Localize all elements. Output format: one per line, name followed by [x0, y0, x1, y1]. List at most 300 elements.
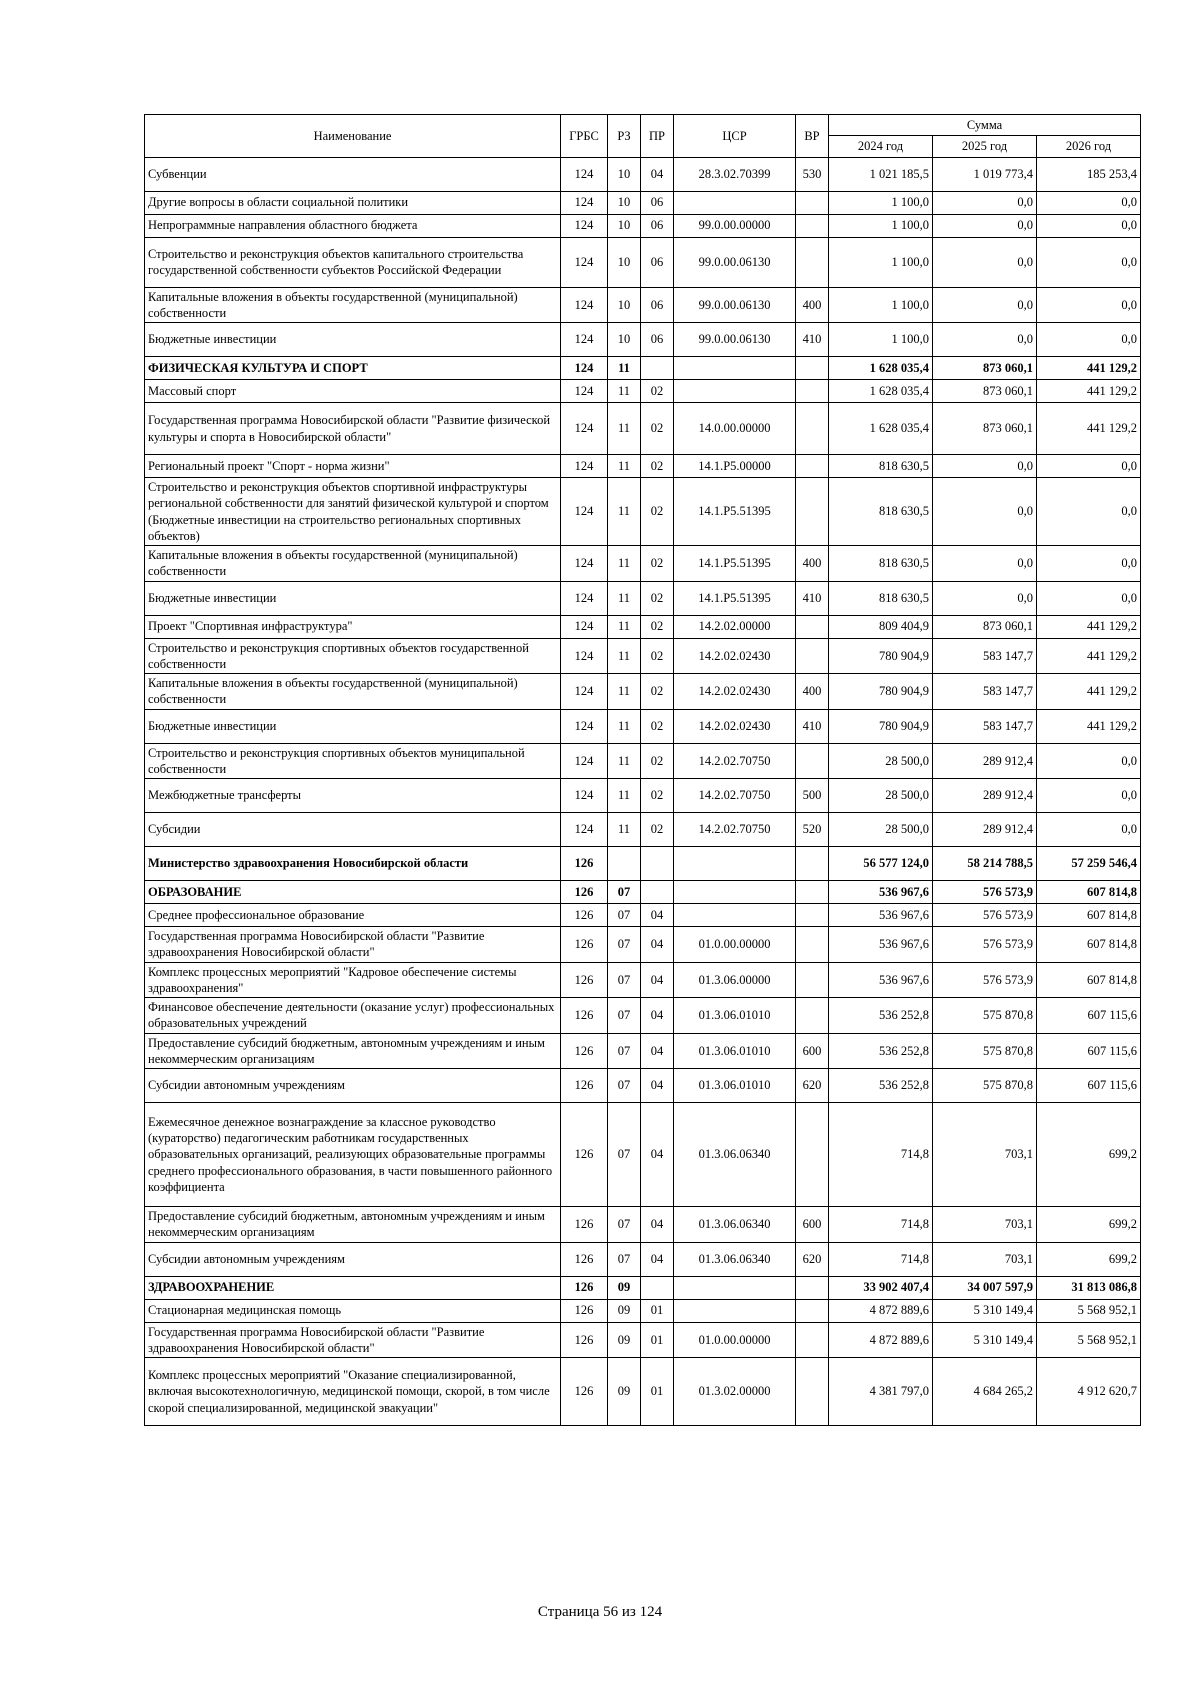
cell-csr: 01.3.06.06340	[674, 1103, 796, 1207]
cell-2025: 4 684 265,2	[933, 1358, 1037, 1426]
cell-2025: 703,1	[933, 1207, 1037, 1243]
cell-2024: 1 100,0	[829, 237, 933, 287]
cell-pr: 04	[641, 1033, 674, 1069]
cell-name: Массовый спорт	[145, 380, 561, 403]
cell-2024: 780 904,9	[829, 709, 933, 743]
cell-grbs: 124	[561, 615, 608, 638]
cell-vr	[796, 1299, 829, 1322]
cell-pr: 04	[641, 904, 674, 927]
cell-grbs: 124	[561, 709, 608, 743]
header-year-2024: 2024 год	[829, 136, 933, 157]
cell-csr: 14.1.P5.51395	[674, 581, 796, 615]
cell-2024: 1 100,0	[829, 323, 933, 357]
cell-vr	[796, 1103, 829, 1207]
cell-2024: 28 500,0	[829, 743, 933, 779]
table-row	[145, 455, 1141, 478]
cell-2026: 5 568 952,1	[1037, 1299, 1141, 1322]
cell-2026: 441 129,2	[1037, 674, 1141, 710]
cell-2025: 5 310 149,4	[933, 1322, 1037, 1358]
cell-rz: 07	[608, 1103, 641, 1207]
table-row	[145, 998, 1141, 1034]
cell-grbs: 124	[561, 157, 608, 191]
cell-grbs: 126	[561, 998, 608, 1034]
cell-grbs: 124	[561, 214, 608, 237]
cell-rz: 11	[608, 674, 641, 710]
cell-2025: 703,1	[933, 1103, 1037, 1207]
cell-csr: 14.2.02.02430	[674, 709, 796, 743]
cell-name: Стационарная медицинская помощь	[145, 1299, 561, 1322]
cell-name: Комплекс процессных мероприятий "Кадровое обеспечение системы здравоохранения"	[145, 962, 561, 998]
cell-pr: 04	[641, 1069, 674, 1103]
cell-rz	[608, 847, 641, 881]
cell-2026: 0,0	[1037, 455, 1141, 478]
cell-csr	[674, 191, 796, 214]
table-row	[145, 191, 1141, 214]
cell-name: Ежемесячное денежное вознаграждение за классное руководство (кураторство) педагогическим работникам государственных образовательных организаций, реализующих образовательные программы среднего профессионального образования, в части повышенного районного коэффициента	[145, 1103, 561, 1207]
cell-2025: 289 912,4	[933, 813, 1037, 847]
cell-name: Предоставление субсидий бюджетным, автономным учреждениям и иным некоммерческим организациям	[145, 1207, 561, 1243]
cell-rz: 11	[608, 455, 641, 478]
table-row	[145, 962, 1141, 998]
cell-2025: 0,0	[933, 455, 1037, 478]
cell-rz: 07	[608, 927, 641, 963]
cell-pr: 01	[641, 1299, 674, 1322]
cell-vr	[796, 1322, 829, 1358]
cell-csr: 01.3.06.06340	[674, 1207, 796, 1243]
cell-vr: 410	[796, 323, 829, 357]
cell-vr: 410	[796, 709, 829, 743]
cell-vr	[796, 847, 829, 881]
cell-2025: 873 060,1	[933, 615, 1037, 638]
cell-2025: 576 573,9	[933, 962, 1037, 998]
cell-2025: 5 310 149,4	[933, 1299, 1037, 1322]
cell-2025: 0,0	[933, 191, 1037, 214]
cell-2026: 441 129,2	[1037, 403, 1141, 455]
cell-2024: 714,8	[829, 1242, 933, 1276]
cell-2025: 583 147,7	[933, 709, 1037, 743]
page-number: Страница 56 из 124	[537, 1604, 663, 1620]
cell-pr: 02	[641, 546, 674, 582]
cell-2026: 441 129,2	[1037, 380, 1141, 403]
cell-2024: 536 967,6	[829, 904, 933, 927]
cell-vr	[796, 478, 829, 546]
cell-pr	[641, 1276, 674, 1299]
cell-grbs: 124	[561, 287, 608, 323]
table-row	[145, 638, 1141, 674]
cell-csr: 99.0.00.06130	[674, 237, 796, 287]
cell-name: Комплекс процессных мероприятий "Оказание специализированной, включая высокотехнологичную, медицинской помощи, скорой, в том числе скорой специализированной, медицинской эвакуации"	[145, 1358, 561, 1426]
cell-pr: 02	[641, 403, 674, 455]
table-row	[145, 1242, 1141, 1276]
cell-name: Межбюджетные трансферты	[145, 779, 561, 813]
cell-2024: 818 630,5	[829, 455, 933, 478]
cell-2024: 4 872 889,6	[829, 1322, 933, 1358]
cell-2024: 536 252,8	[829, 998, 933, 1034]
cell-csr: 01.3.06.00000	[674, 962, 796, 998]
table-row	[145, 237, 1141, 287]
cell-2024: 1 628 035,4	[829, 380, 933, 403]
cell-pr: 01	[641, 1322, 674, 1358]
cell-grbs: 126	[561, 881, 608, 904]
cell-rz: 11	[608, 380, 641, 403]
cell-grbs: 124	[561, 779, 608, 813]
table-row	[145, 904, 1141, 927]
cell-2026: 0,0	[1037, 287, 1141, 323]
cell-grbs: 124	[561, 403, 608, 455]
cell-rz: 11	[608, 709, 641, 743]
cell-grbs: 126	[561, 904, 608, 927]
cell-csr	[674, 847, 796, 881]
cell-grbs: 124	[561, 478, 608, 546]
cell-pr	[641, 357, 674, 380]
cell-rz: 11	[608, 638, 641, 674]
cell-vr: 400	[796, 546, 829, 582]
cell-csr: 01.0.00.00000	[674, 927, 796, 963]
cell-vr: 500	[796, 779, 829, 813]
cell-name: Субсидии автономным учреждениям	[145, 1069, 561, 1103]
cell-vr	[796, 615, 829, 638]
cell-rz: 07	[608, 1033, 641, 1069]
cell-2025: 873 060,1	[933, 357, 1037, 380]
cell-2026: 0,0	[1037, 546, 1141, 582]
header-year-2025: 2025 год	[933, 136, 1037, 157]
cell-name: Субсидии автономным учреждениям	[145, 1242, 561, 1276]
cell-vr	[796, 357, 829, 380]
cell-name: Предоставление субсидий бюджетным, автономным учреждениям и иным некоммерческим организациям	[145, 1033, 561, 1069]
cell-vr	[796, 455, 829, 478]
cell-2026: 699,2	[1037, 1103, 1141, 1207]
budget-table-container	[144, 114, 1140, 1426]
cell-rz: 07	[608, 962, 641, 998]
cell-rz: 11	[608, 615, 641, 638]
cell-grbs: 126	[561, 1033, 608, 1069]
cell-2024: 818 630,5	[829, 546, 933, 582]
cell-csr: 14.1.P5.51395	[674, 546, 796, 582]
cell-2026: 441 129,2	[1037, 357, 1141, 380]
cell-vr	[796, 638, 829, 674]
cell-2024: 56 577 124,0	[829, 847, 933, 881]
cell-csr: 01.3.02.00000	[674, 1358, 796, 1426]
cell-vr: 620	[796, 1242, 829, 1276]
cell-vr: 400	[796, 287, 829, 323]
table-row	[145, 546, 1141, 582]
cell-2026: 0,0	[1037, 323, 1141, 357]
cell-name: Министерство здравоохранения Новосибирской области	[145, 847, 561, 881]
cell-vr	[796, 237, 829, 287]
table-row	[145, 847, 1141, 881]
cell-vr	[796, 1276, 829, 1299]
cell-vr	[796, 403, 829, 455]
cell-csr	[674, 1299, 796, 1322]
cell-2025: 0,0	[933, 323, 1037, 357]
cell-name: Финансовое обеспечение деятельности (оказание услуг) профессиональных образовательных учреждений	[145, 998, 561, 1034]
cell-vr	[796, 998, 829, 1034]
cell-rz: 10	[608, 157, 641, 191]
header-vr: ВР	[796, 115, 829, 158]
cell-2024: 714,8	[829, 1207, 933, 1243]
table-row	[145, 674, 1141, 710]
table-row	[145, 380, 1141, 403]
cell-csr: 01.3.06.01010	[674, 1069, 796, 1103]
cell-grbs: 124	[561, 323, 608, 357]
cell-pr: 02	[641, 779, 674, 813]
cell-pr: 06	[641, 214, 674, 237]
cell-name: ЗДРАВООХРАНЕНИЕ	[145, 1276, 561, 1299]
cell-2024: 1 021 185,5	[829, 157, 933, 191]
cell-pr: 02	[641, 638, 674, 674]
cell-2025: 583 147,7	[933, 638, 1037, 674]
table-row	[145, 1033, 1141, 1069]
cell-2026: 0,0	[1037, 813, 1141, 847]
cell-csr: 01.3.06.01010	[674, 1033, 796, 1069]
cell-grbs: 124	[561, 743, 608, 779]
cell-name: Капитальные вложения в объекты государственной (муниципальной) собственности	[145, 546, 561, 582]
cell-csr: 14.2.02.02430	[674, 638, 796, 674]
header-csr: ЦСР	[674, 115, 796, 158]
table-row	[145, 779, 1141, 813]
cell-grbs: 124	[561, 455, 608, 478]
cell-2025: 575 870,8	[933, 1069, 1037, 1103]
cell-grbs: 124	[561, 638, 608, 674]
cell-rz: 11	[608, 813, 641, 847]
cell-pr: 04	[641, 157, 674, 191]
cell-2026: 0,0	[1037, 779, 1141, 813]
cell-rz: 10	[608, 214, 641, 237]
cell-csr: 01.0.00.00000	[674, 1322, 796, 1358]
table-row	[145, 157, 1141, 191]
table-row	[145, 478, 1141, 546]
cell-rz: 07	[608, 1242, 641, 1276]
cell-2025: 576 573,9	[933, 927, 1037, 963]
cell-2024: 4 872 889,6	[829, 1299, 933, 1322]
header-sum: Сумма	[829, 115, 1141, 136]
cell-2026: 607 115,6	[1037, 1069, 1141, 1103]
table-row	[145, 615, 1141, 638]
cell-2025: 873 060,1	[933, 403, 1037, 455]
cell-grbs: 124	[561, 237, 608, 287]
cell-2024: 536 252,8	[829, 1069, 933, 1103]
table-row	[145, 323, 1141, 357]
table-row	[145, 709, 1141, 743]
cell-pr: 02	[641, 455, 674, 478]
cell-grbs: 124	[561, 380, 608, 403]
cell-vr	[796, 962, 829, 998]
cell-2024: 28 500,0	[829, 779, 933, 813]
cell-rz: 11	[608, 546, 641, 582]
cell-csr: 14.2.02.70750	[674, 813, 796, 847]
cell-rz: 11	[608, 357, 641, 380]
table-row	[145, 1299, 1141, 1322]
cell-vr: 410	[796, 581, 829, 615]
cell-name: Государственная программа Новосибирской области "Развитие здравоохранения Новосибирской области"	[145, 927, 561, 963]
cell-grbs: 126	[561, 1358, 608, 1426]
cell-2024: 714,8	[829, 1103, 933, 1207]
cell-csr: 14.2.02.70750	[674, 743, 796, 779]
cell-name: Бюджетные инвестиции	[145, 709, 561, 743]
cell-2025: 703,1	[933, 1242, 1037, 1276]
cell-name: Среднее профессиональное образование	[145, 904, 561, 927]
cell-csr: 01.3.06.01010	[674, 998, 796, 1034]
cell-pr: 04	[641, 962, 674, 998]
table-row	[145, 743, 1141, 779]
cell-rz: 11	[608, 743, 641, 779]
cell-vr: 600	[796, 1207, 829, 1243]
cell-name: Строительство и реконструкция объектов спортивной инфраструктуры региональной собственности для занятий физической культурой и спортом (Бюджетные инвестиции на строительство региональных спортивных объектов)	[145, 478, 561, 546]
cell-grbs: 124	[561, 674, 608, 710]
cell-2024: 809 404,9	[829, 615, 933, 638]
cell-2025: 289 912,4	[933, 779, 1037, 813]
cell-2026: 0,0	[1037, 743, 1141, 779]
cell-grbs: 124	[561, 813, 608, 847]
cell-grbs: 126	[561, 1276, 608, 1299]
cell-vr	[796, 191, 829, 214]
cell-pr: 04	[641, 927, 674, 963]
cell-pr: 02	[641, 674, 674, 710]
cell-rz: 10	[608, 237, 641, 287]
cell-rz: 09	[608, 1299, 641, 1322]
cell-grbs: 124	[561, 546, 608, 582]
table-row	[145, 1069, 1141, 1103]
table-body	[145, 157, 1141, 1426]
cell-rz: 07	[608, 1069, 641, 1103]
cell-2025: 34 007 597,9	[933, 1276, 1037, 1299]
cell-name: Региональный проект "Спорт - норма жизни"	[145, 455, 561, 478]
cell-csr: 28.3.02.70399	[674, 157, 796, 191]
cell-2024: 818 630,5	[829, 478, 933, 546]
cell-grbs: 124	[561, 357, 608, 380]
cell-name: Государственная программа Новосибирской области "Развитие физической культуры и спорта в Новосибирской области"	[145, 403, 561, 455]
cell-2025: 0,0	[933, 214, 1037, 237]
cell-2024: 1 100,0	[829, 214, 933, 237]
table-row	[145, 581, 1141, 615]
cell-vr: 530	[796, 157, 829, 191]
cell-csr	[674, 1276, 796, 1299]
cell-2025: 0,0	[933, 478, 1037, 546]
cell-2025: 576 573,9	[933, 881, 1037, 904]
cell-name: Строительство и реконструкция спортивных объектов муниципальной собственности	[145, 743, 561, 779]
cell-2025: 0,0	[933, 546, 1037, 582]
cell-2025: 58 214 788,5	[933, 847, 1037, 881]
cell-rz: 09	[608, 1358, 641, 1426]
cell-grbs: 126	[561, 962, 608, 998]
cell-2024: 1 628 035,4	[829, 357, 933, 380]
cell-grbs: 126	[561, 847, 608, 881]
cell-2024: 536 967,6	[829, 927, 933, 963]
cell-csr	[674, 357, 796, 380]
cell-pr: 02	[641, 615, 674, 638]
cell-rz: 09	[608, 1322, 641, 1358]
cell-pr: 02	[641, 813, 674, 847]
cell-pr: 02	[641, 581, 674, 615]
cell-rz: 09	[608, 1276, 641, 1299]
cell-csr: 99.0.00.06130	[674, 287, 796, 323]
cell-2026: 0,0	[1037, 478, 1141, 546]
cell-vr	[796, 743, 829, 779]
cell-2026: 699,2	[1037, 1242, 1141, 1276]
cell-name: ОБРАЗОВАНИЕ	[145, 881, 561, 904]
cell-2024: 1 628 035,4	[829, 403, 933, 455]
cell-2024: 28 500,0	[829, 813, 933, 847]
cell-pr: 04	[641, 1207, 674, 1243]
cell-2026: 607 814,8	[1037, 881, 1141, 904]
cell-vr: 400	[796, 674, 829, 710]
cell-pr: 02	[641, 743, 674, 779]
cell-csr: 14.1.P5.51395	[674, 478, 796, 546]
cell-name: Бюджетные инвестиции	[145, 581, 561, 615]
cell-rz: 11	[608, 779, 641, 813]
cell-2024: 536 252,8	[829, 1033, 933, 1069]
cell-rz: 07	[608, 1207, 641, 1243]
cell-grbs: 126	[561, 1242, 608, 1276]
cell-2026: 441 129,2	[1037, 709, 1141, 743]
cell-name: Проект "Спортивная инфраструктура"	[145, 615, 561, 638]
cell-grbs: 126	[561, 1299, 608, 1322]
cell-rz: 10	[608, 287, 641, 323]
cell-2026: 0,0	[1037, 214, 1141, 237]
cell-2026: 185 253,4	[1037, 157, 1141, 191]
cell-grbs: 126	[561, 1103, 608, 1207]
cell-csr: 14.1.P5.00000	[674, 455, 796, 478]
cell-vr	[796, 1358, 829, 1426]
cell-grbs: 124	[561, 581, 608, 615]
cell-pr: 04	[641, 998, 674, 1034]
cell-vr	[796, 927, 829, 963]
cell-csr: 14.0.00.00000	[674, 403, 796, 455]
cell-grbs: 126	[561, 1069, 608, 1103]
cell-2024: 1 100,0	[829, 191, 933, 214]
cell-name: Бюджетные инвестиции	[145, 323, 561, 357]
table-row	[145, 357, 1141, 380]
cell-vr: 600	[796, 1033, 829, 1069]
cell-grbs: 126	[561, 1322, 608, 1358]
header-pr: ПР	[641, 115, 674, 158]
cell-pr: 02	[641, 380, 674, 403]
cell-2024: 780 904,9	[829, 638, 933, 674]
cell-pr: 06	[641, 191, 674, 214]
cell-2026: 4 912 620,7	[1037, 1358, 1141, 1426]
cell-csr: 14.2.02.70750	[674, 779, 796, 813]
cell-pr: 04	[641, 1103, 674, 1207]
cell-pr: 02	[641, 709, 674, 743]
cell-vr	[796, 380, 829, 403]
cell-2025: 873 060,1	[933, 380, 1037, 403]
cell-2025: 289 912,4	[933, 743, 1037, 779]
cell-rz: 07	[608, 881, 641, 904]
cell-name: Непрограммные направления областного бюджета	[145, 214, 561, 237]
cell-2026: 441 129,2	[1037, 615, 1141, 638]
table-row	[145, 214, 1141, 237]
cell-pr: 04	[641, 1242, 674, 1276]
table-row	[145, 1207, 1141, 1243]
cell-2024: 536 967,6	[829, 881, 933, 904]
cell-2026: 31 813 086,8	[1037, 1276, 1141, 1299]
cell-2026: 607 115,6	[1037, 998, 1141, 1034]
table-row	[145, 1358, 1141, 1426]
cell-csr: 99.0.00.06130	[674, 323, 796, 357]
header-year-2026: 2026 год	[1037, 136, 1141, 157]
cell-vr: 620	[796, 1069, 829, 1103]
cell-2024: 1 100,0	[829, 287, 933, 323]
cell-pr: 02	[641, 478, 674, 546]
cell-grbs: 124	[561, 191, 608, 214]
cell-name: Государственная программа Новосибирской области "Развитие здравоохранения Новосибирской области"	[145, 1322, 561, 1358]
cell-csr: 01.3.06.06340	[674, 1242, 796, 1276]
cell-pr: 01	[641, 1358, 674, 1426]
table-row	[145, 1103, 1141, 1207]
cell-2024: 536 967,6	[829, 962, 933, 998]
cell-2025: 583 147,7	[933, 674, 1037, 710]
cell-2026: 607 814,8	[1037, 927, 1141, 963]
